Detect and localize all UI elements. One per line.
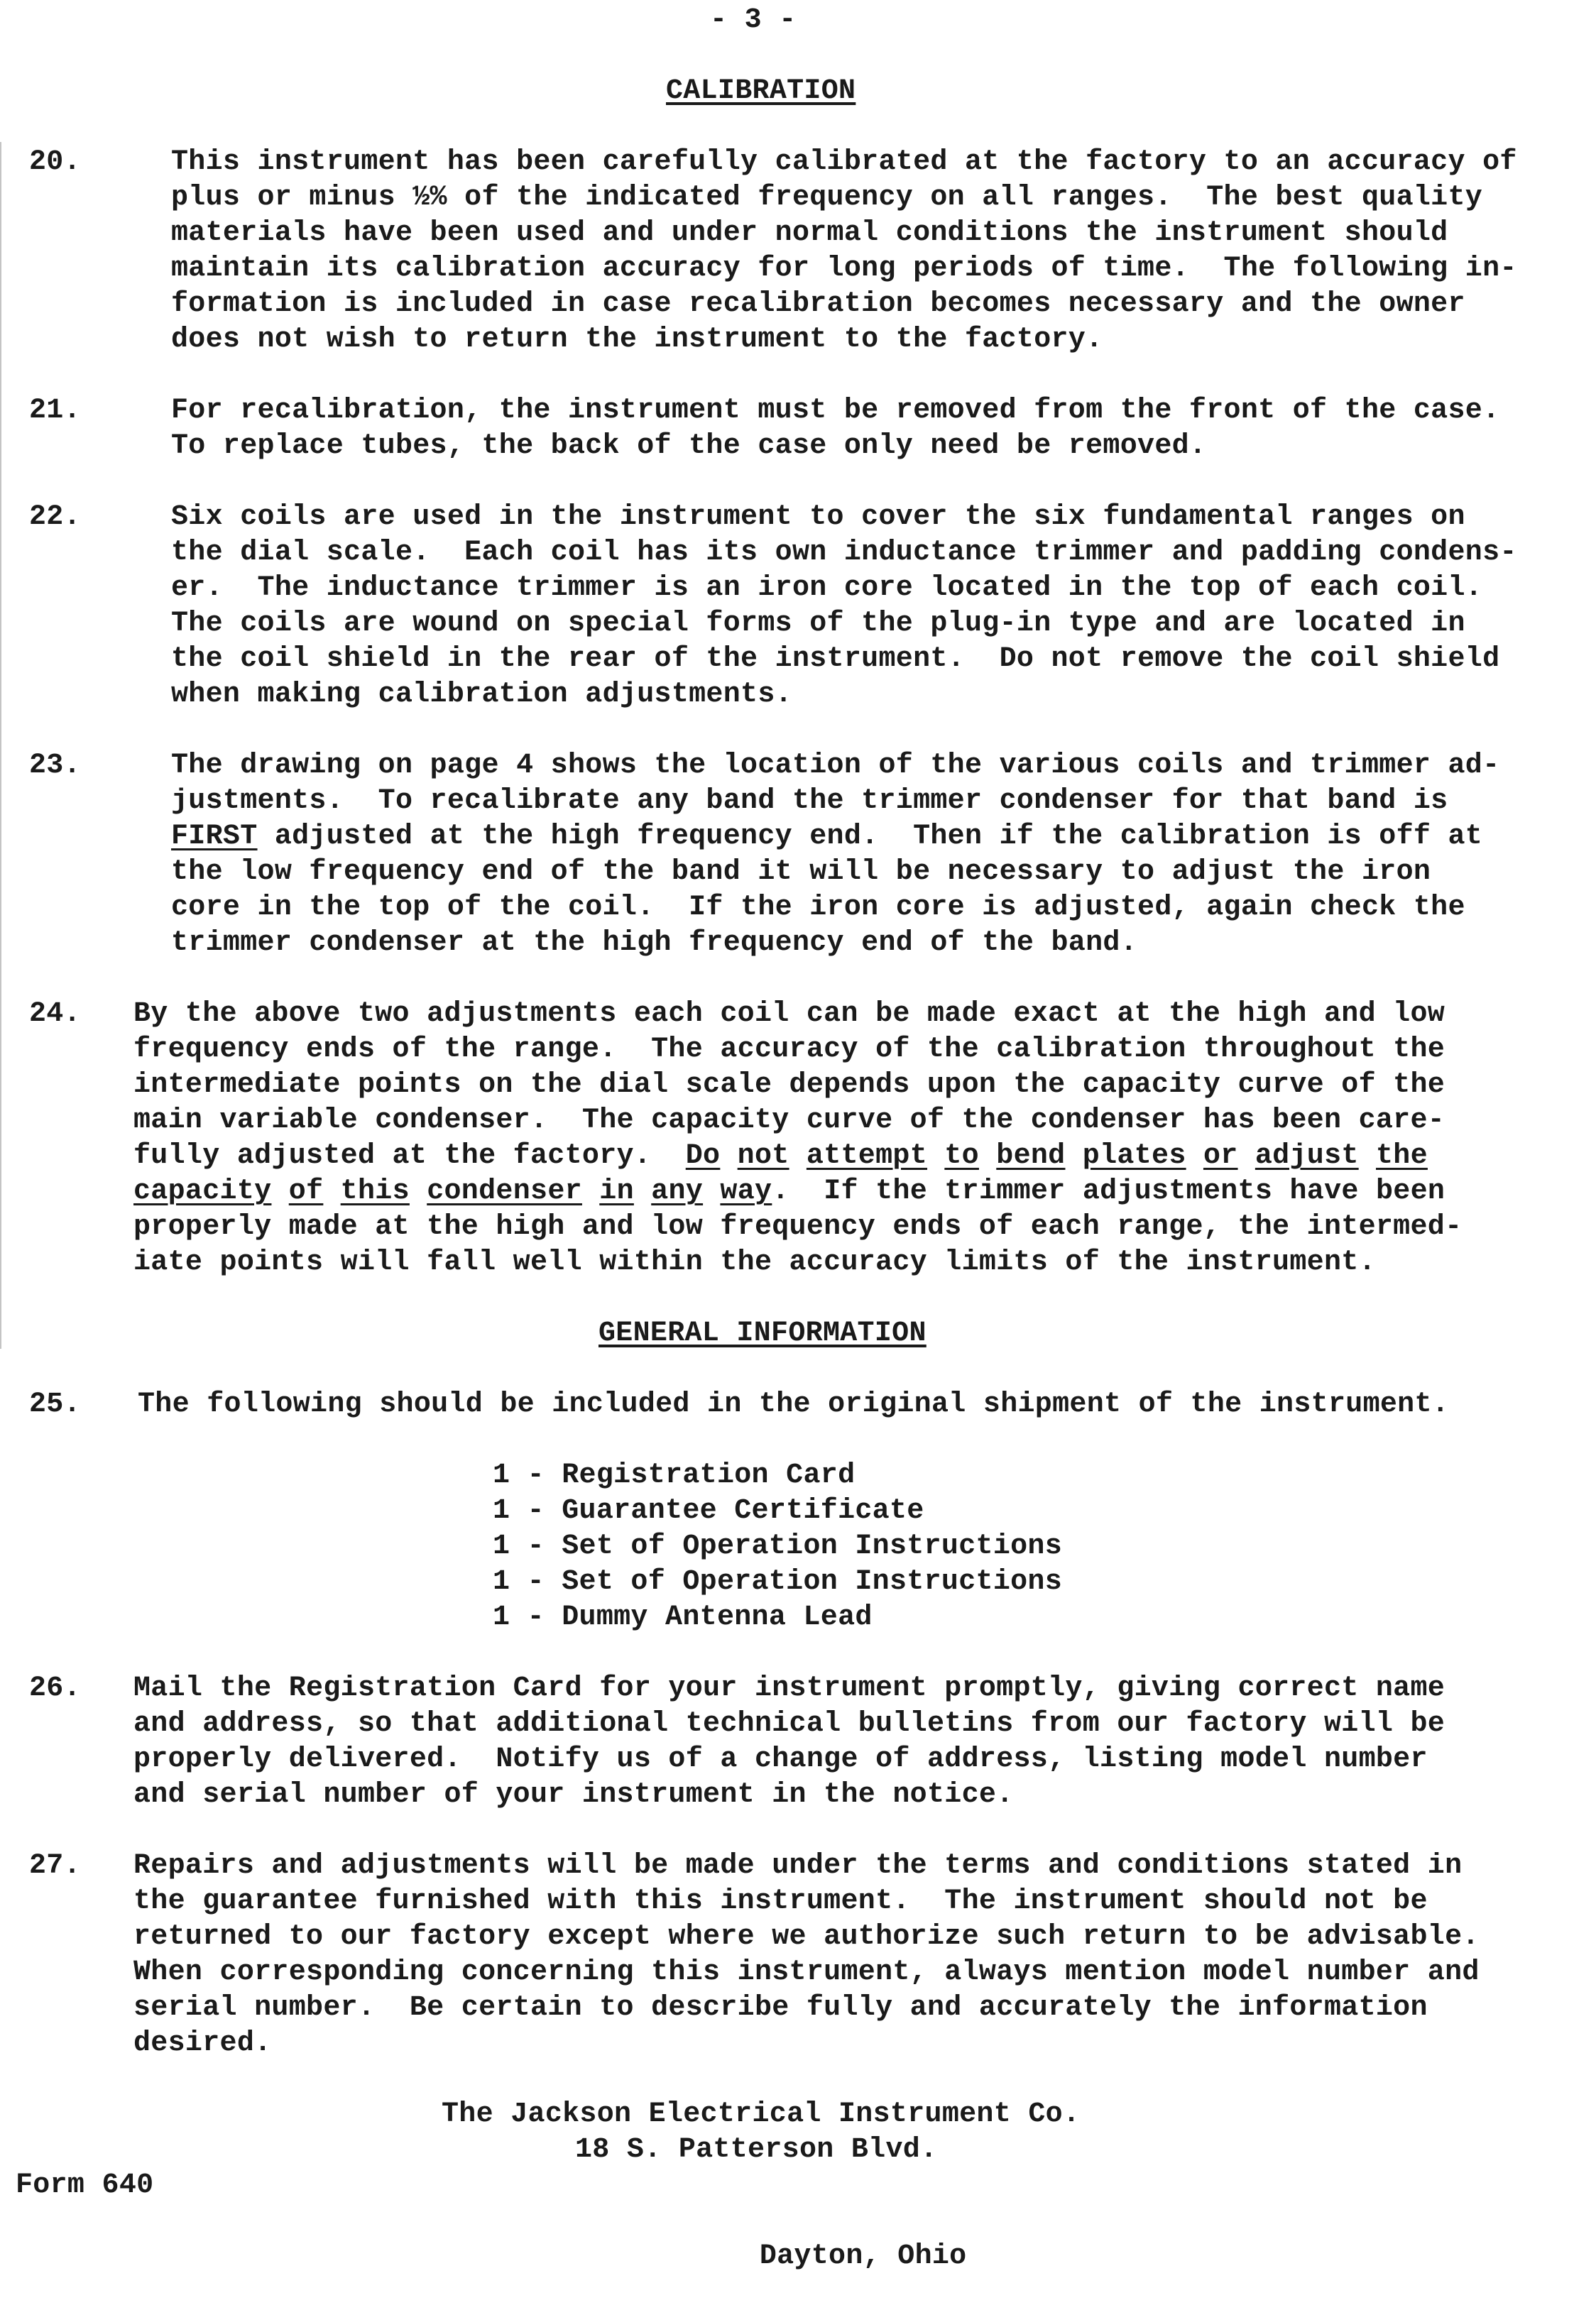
- underlined-text: FIRST: [171, 821, 258, 853]
- paragraph-23: [0, 748, 1596, 961]
- underlined-text: to: [944, 1140, 979, 1172]
- underlined-text: or: [1203, 1140, 1238, 1172]
- paragraph-number: 25.: [29, 1389, 81, 1421]
- shipment-list: [0, 1458, 1596, 1636]
- paragraph-line: Repairs and adjustments will be made under the terms and conditions stated in: [133, 1850, 1463, 1882]
- paragraph-line: the dial scale. Each coil has its own inductance trimmer and padding condens-: [171, 537, 1517, 569]
- blank-line: [0, 2062, 1596, 2097]
- footer: [0, 2097, 1596, 2272]
- paragraph-line: serial number. Be certain to describe fully and accurately the information: [133, 1992, 1428, 2024]
- paragraph-27: [0, 1849, 1596, 2062]
- paragraph-line: [0, 1139, 1596, 1174]
- paragraph-line: To replace tubes, the back of the case only need be removed.: [171, 430, 1207, 462]
- city-text: Dayton, Ohio: [759, 2240, 967, 2272]
- paragraph-line: The coils are wound on special forms of the plug-in type and are located in: [171, 608, 1465, 640]
- general-information-heading: GENERAL INFORMATION: [598, 1318, 927, 1350]
- underlined-text: not: [737, 1140, 789, 1172]
- paragraph-line: [0, 1174, 1596, 1210]
- underlined-text: bend: [996, 1140, 1066, 1172]
- paragraph-line: [0, 819, 1596, 855]
- text-segment: . If the trimmer adjustments have been: [772, 1176, 1445, 1208]
- text-segment: [1065, 1140, 1082, 1172]
- shipment-list-item: 1 - Guarantee Certificate: [493, 1495, 924, 1527]
- paragraph-number: 22.: [29, 501, 81, 533]
- paragraph-line: core in the top of the coil. If the iron core is adjusted, again check the: [171, 892, 1465, 924]
- text-segment: [1186, 1140, 1203, 1172]
- paragraph-line: When corresponding concerning this instrument, always mention model number and: [133, 1956, 1480, 1988]
- paragraph-line: er. The inductance trimmer is an iron core located in the top of each coil.: [171, 572, 1483, 604]
- paragraph-line: Mail the Registration Card for your instrument promptly, giving correct name: [133, 1673, 1445, 1704]
- underlined-text: plates: [1082, 1140, 1186, 1172]
- paragraph-line: trimmer condenser at the high frequency end of the band.: [171, 927, 1138, 959]
- text-segment: [582, 1176, 599, 1208]
- paragraph-22: [0, 500, 1596, 713]
- text-segment: [1238, 1140, 1255, 1172]
- paragraph-21: [0, 393, 1596, 464]
- paragraph-line: maintain its calibration accuracy for long periods of time. The following in-: [171, 253, 1517, 285]
- paragraph-line: the guarantee furnished with this instrument. The instrument should not be: [133, 1885, 1428, 1917]
- underlined-text: attempt: [806, 1140, 928, 1172]
- text-segment: [323, 1176, 340, 1208]
- paragraph-line: justments. To recalibrate any band the trimmer condenser for that band is: [171, 785, 1448, 817]
- document-page: [0, 3, 1596, 2272]
- text-segment: [634, 1176, 651, 1208]
- text-segment: [703, 1176, 720, 1208]
- paragraph-line: main variable condenser. The capacity curve of the condenser has been care-: [133, 1105, 1445, 1137]
- paragraph-number: 24.: [29, 998, 81, 1030]
- text-segment: [789, 1140, 807, 1172]
- paragraph-number: 21.: [29, 395, 81, 427]
- shipment-list-item: 1 - Dummy Antenna Lead: [493, 1602, 873, 1633]
- general-paragraphs: [0, 1671, 1596, 2097]
- paragraph-line: properly delivered. Notify us of a change of address, listing model number: [133, 1744, 1428, 1775]
- paragraph-number: 23.: [29, 750, 81, 782]
- paragraph-line: intermediate points on the dial scale depends upon the capacity curve of the: [133, 1069, 1445, 1101]
- paragraph-line: This instrument has been carefully calibrated at the factory to an accuracy of: [171, 146, 1517, 178]
- company-city: [0, 2168, 1596, 2272]
- blank-line: [0, 464, 1596, 500]
- paragraph-line: iate points will fall well within the accuracy limits of the instrument.: [133, 1247, 1376, 1279]
- paragraph-number: 26.: [29, 1673, 81, 1704]
- paragraph-line: The following should be included in the original shipment of the instrument.: [138, 1389, 1450, 1421]
- paragraph-line: the low frequency end of the band it will be necessary to adjust the iron: [171, 856, 1431, 888]
- company-name: The Jackson Electrical Instrument Co.: [442, 2098, 1081, 2130]
- paragraph-line: materials have been used and under normal conditions the instrument should: [171, 217, 1448, 249]
- text-segment: [271, 1176, 288, 1208]
- underlined-text: this: [340, 1176, 410, 1208]
- shipment-list-item: 1 - Registration Card: [493, 1460, 856, 1491]
- text-segment: [1359, 1140, 1376, 1172]
- paragraph-line: the coil shield in the rear of the instrument. Do not remove the coil shield: [171, 643, 1500, 675]
- blank-line: [0, 961, 1596, 997]
- underlined-text: in: [599, 1176, 634, 1208]
- paragraph-line: plus or minus ½% of the indicated frequency on all ranges. The best quality: [171, 182, 1483, 214]
- text-segment: [927, 1140, 944, 1172]
- underlined-text: capacity: [133, 1176, 272, 1208]
- underlined-text: Do: [685, 1140, 721, 1172]
- paragraph-25: [0, 1387, 1596, 1423]
- paragraph-line: Six coils are used in the instrument to cover the six fundamental ranges on: [171, 501, 1465, 533]
- blank-line: [0, 1813, 1596, 1849]
- text-segment: [410, 1176, 427, 1208]
- calibration-heading: CALIBRATION: [666, 75, 856, 107]
- underlined-text: condenser: [427, 1176, 582, 1208]
- paragraph-line: does not wish to return the instrument to the factory.: [171, 324, 1103, 356]
- paragraph-line: desired.: [133, 2027, 272, 2059]
- blank-line: [0, 713, 1596, 748]
- paragraph-20: [0, 145, 1596, 358]
- paragraph-line: when making calibration adjustments.: [171, 679, 792, 711]
- company-address: 18 S. Patterson Blvd.: [575, 2134, 938, 2166]
- page-number: - 3 -: [710, 4, 797, 36]
- paragraph-number: 20.: [29, 146, 81, 178]
- paragraph-number: 27.: [29, 1850, 81, 1882]
- shipment-list-item: 1 - Set of Operation Instructions: [493, 1566, 1063, 1598]
- underlined-text: the: [1376, 1140, 1428, 1172]
- paragraph-line: formation is included in case recalibration becomes necessary and the owner: [171, 288, 1465, 320]
- blank-line: [0, 1281, 1596, 1316]
- text-segment: [720, 1140, 737, 1172]
- paragraph-line: returned to our factory except where we authorize such return to be advisable.: [133, 1921, 1480, 1953]
- paragraph-line: By the above two adjustments each coil can be made exact at the high and low: [133, 998, 1445, 1030]
- paragraph-line: and address, so that additional technical bulletins from our factory will be: [133, 1708, 1445, 1740]
- shipment-list-item: 1 - Set of Operation Instructions: [493, 1531, 1063, 1562]
- paragraph-line: and serial number of your instrument in the notice.: [133, 1779, 1014, 1811]
- text-segment: fully adjusted at the factory.: [133, 1140, 686, 1172]
- paragraph-line: properly made at the high and low frequency ends of each range, the intermed-: [133, 1211, 1463, 1243]
- underlined-text: adjust: [1255, 1140, 1359, 1172]
- paragraph-line: For recalibration, the instrument must be removed from the front of the case.: [171, 395, 1500, 427]
- text-segment: [979, 1140, 996, 1172]
- text-segment: adjusted at the high frequency end. Then if the calibration is off at: [257, 821, 1483, 853]
- underlined-text: any: [651, 1176, 704, 1208]
- form-number: Form 640: [16, 2169, 154, 2201]
- underlined-text: way: [720, 1176, 772, 1208]
- underlined-text: of: [288, 1176, 324, 1208]
- paragraph-line: frequency ends of the range. The accuracy of the calibration throughout the: [133, 1034, 1445, 1066]
- paragraph-24: [0, 997, 1596, 1281]
- blank-line: [0, 358, 1596, 393]
- paragraph-line: The drawing on page 4 shows the location of the various coils and trimmer ad-: [171, 750, 1500, 782]
- calibration-paragraphs: [0, 145, 1596, 1316]
- paragraph-26: [0, 1671, 1596, 1813]
